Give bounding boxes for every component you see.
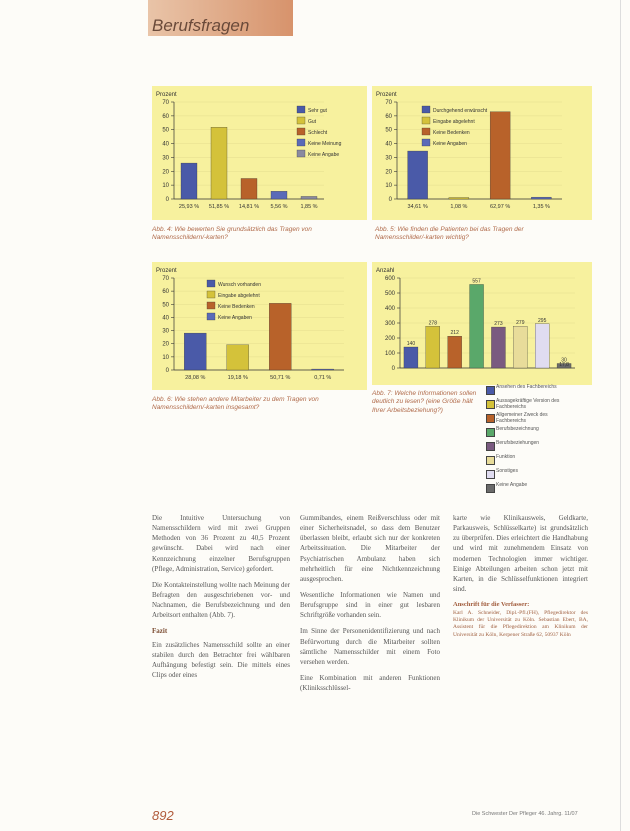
chart-3-bar (227, 345, 249, 370)
page-number: 892 (152, 808, 174, 823)
col2-paragraph-2: Wesentliche Informationen wie Namen und Berufsgruppe sind in einer gut lesbaren Schriftgröße vorhanden sein. (300, 590, 440, 620)
chart-4-ylabel: Anzahl (376, 268, 395, 274)
chart-3-category-label: 0,71 % (314, 375, 332, 381)
chart-1-bar (301, 196, 317, 199)
chart-4-legend-swatch (486, 442, 495, 451)
chart-1-tick-label: 70 (162, 100, 169, 106)
chart-4-tick-label: 400 (384, 306, 395, 312)
chart-1-legend-swatch (297, 128, 305, 135)
chart-1-legend-swatch (297, 106, 305, 113)
chart-3-category-label: 50,71 % (270, 375, 291, 381)
chart-4-legend-swatch (486, 428, 495, 437)
chart-1-ylabel: Prozent (156, 92, 177, 98)
chart-4-data-label: 30 (561, 357, 567, 364)
chart-2-legend-swatch (422, 139, 430, 146)
footer-journal: Die Schwester Der Pfleger 46. Jahrg. 11/07 (472, 811, 578, 817)
page-edge-line (620, 0, 621, 831)
chart-1-legend-swatch (297, 150, 305, 157)
chart-1-legend-label: Sehr gut (308, 108, 327, 114)
chart-1-legend-label: Gut (308, 119, 317, 125)
chart-3-tick-label: 20 (162, 341, 169, 348)
chart-3-tick-label: 70 (162, 276, 169, 282)
chart-2-category-label: 1,08 % (450, 204, 468, 210)
chart-4-legend-swatch (486, 386, 495, 395)
chart-4-caption: Abb. 7: Welche Informationen sollen deutlich zu lesen? (eine Größe hält Ihrer Arbeitsbeziehung?) (372, 390, 477, 414)
col1-paragraph-2: Die Kontakteinstellung wollte nach Meinung der Befragten den ausgeschriebenen vor- und Nachnamen, die Berufsbezeichnung und den Arbeitsort enthalten (Abb. 7). (152, 580, 290, 620)
chart-4-bar (470, 284, 484, 368)
chart-4-legend-swatch (486, 484, 495, 493)
chart-4-legend-swatch (486, 470, 495, 479)
chart-1-bar (241, 178, 257, 199)
chart-3-legend-label: Keine Bedenken (218, 304, 255, 310)
chart-4-legend-item (486, 413, 576, 425)
chart-4-tick-label: 100 (384, 351, 395, 357)
chart-3-tick-label: 60 (162, 289, 169, 296)
chart-3-ylabel: Prozent (156, 268, 177, 274)
chart-4-legend-item (486, 455, 576, 467)
chart-4-tick-label: 300 (384, 321, 395, 327)
chart-2-svg (372, 86, 592, 220)
author-address-text: Karl A. Schneider, Dipl.-Pfl.(FH), Pflegedirektor des Klinikum der Universität zu Köln. Sebastian Ebert, BA, Assistent für die Pflegedirektion am Klinikum der Universität zu Köln, Kerpener Straße 62, 50937 Köln (453, 609, 588, 638)
chart-3-tick-label: 10 (162, 354, 169, 361)
chart-1-tick-label: 30 (162, 155, 169, 162)
chart-4-legend-item (486, 483, 576, 495)
chart-1-category-label: 1,85 % (300, 204, 318, 210)
chart-panel-4 (372, 262, 592, 385)
chart-1-bar (181, 163, 197, 199)
chart-2-legend-swatch (422, 128, 430, 135)
chart-2-tick-label: 40 (385, 141, 392, 148)
chart-2-bar (531, 197, 551, 199)
col2-paragraph-4: Eine Kombination mit anderen Funktionen (Kliniksschlüssel- (300, 673, 440, 693)
chart-3-tick-label: 30 (162, 328, 169, 335)
chart-4-bar (491, 327, 505, 368)
chart-4-legend-item (486, 469, 576, 481)
chart-2-tick-label: 60 (385, 113, 392, 120)
chart-4-data-label: 278 (428, 320, 437, 327)
page-title: Berufsfragen (152, 16, 250, 35)
chart-2-bar (490, 112, 510, 199)
chart-1-tick-label: 60 (162, 113, 169, 120)
chart-4-bar (535, 324, 549, 368)
chart-4-data-label: 140 (406, 341, 416, 347)
chart-2-tick-label: 0 (388, 197, 392, 203)
chart-2-bar (449, 198, 469, 199)
chart-4-data-label: 212 (450, 330, 459, 337)
chart-1-tick-label: 50 (162, 127, 169, 134)
chart-2-ylabel: Prozent (376, 92, 397, 98)
chart-3-legend-swatch (207, 280, 215, 287)
chart-3-legend-swatch (207, 291, 215, 298)
chart-2-bar (408, 151, 428, 199)
chart-1-bar (271, 191, 287, 199)
chart-3-legend-swatch (207, 302, 215, 309)
chart-2-category-label: 1,35 % (532, 204, 550, 210)
chart-2-legend-label: Durchgehend erwünscht (433, 108, 488, 114)
chart-4-data-label: 295 (538, 317, 547, 324)
chart-4-legend-item (486, 399, 576, 411)
chart-3-legend-label: Eingabe abgelehnt (218, 293, 260, 299)
col2-paragraph-3: Im Sinne der Personenidentifizierung und nach Befürwortung durch die Mitarbeiter sollten sämtliche Namensschilder mit einem Foto versehen werden. (300, 627, 440, 666)
chart-3-legend-label: Keine Angaben (218, 315, 252, 321)
chart-1-tick-label: 10 (162, 183, 169, 190)
chart-4-legend-item (486, 385, 576, 397)
chart-1-category-label: 25,93 % (178, 204, 200, 210)
chart-3-category-label: 19,18 % (227, 375, 248, 381)
chart-4-legend-item (486, 427, 576, 439)
chart-4-legend (486, 385, 576, 497)
text-column-2 (300, 513, 440, 699)
chart-1-tick-label: 0 (165, 197, 169, 203)
chart-2-tick-label: 30 (385, 155, 392, 162)
col3-paragraph-1: karte wie Klinikausweis, Geldkarte, Parkausweis, Schlüsselkarte) ist grundsätzlich zu überprüfen. Dies erleichtert die Handhabung und wird mit zunehmendem Einsatz von modernen Technologien immer wichtiger. Einige Abteilungen arbeiten schon jetzt mit Karten, in die Schlüsselfunktionen integriert sind. (453, 514, 588, 593)
chart-1-category-label: 5,56 % (270, 204, 288, 210)
chart-4-legend-label: Berufsbeziehungen (496, 440, 540, 446)
chart-3-svg (152, 262, 367, 390)
chart-4-legend-label: Allgemeiner Zweck des Fachbereichs (496, 412, 548, 424)
chart-4-legend-label: Sonstiges (496, 468, 518, 474)
chart-3-category-label: 28,08 % (185, 375, 206, 381)
chart-4-extra-label: 17,8 (559, 362, 569, 368)
chart-4-legend-label: Funktion (496, 454, 516, 460)
chart-4-legend-label: Berufsbezeichnung (496, 426, 539, 432)
chart-1-legend-swatch (297, 139, 305, 146)
chart-3-caption: Abb. 6: Wie stehen andere Mitarbeiter zu dem Tragen von Namensschildern/-karten insgesamt? (152, 396, 319, 412)
chart-4-legend-swatch (486, 456, 495, 465)
chart-2-tick-label: 70 (385, 100, 392, 106)
chart-2-legend-swatch (422, 106, 430, 113)
chart-3-tick-label: 50 (162, 302, 169, 309)
text-column-1 (152, 513, 290, 686)
chart-1-bar (211, 127, 227, 199)
chart-2-legend-label: Eingabe abgelehnt (433, 119, 475, 125)
chart-4-legend-swatch (486, 414, 495, 423)
chart-2-tick-label: 10 (385, 183, 392, 190)
col2-paragraph-1: Gummibandes, einem Reißverschluss oder mit einer Sicherheitsnadel, so dass dem Benutzer überlassen bleibt, erlaubt sich nur der konkreten Arbeitssituation. Die Mitarbeiter der Psychiatrischen Ambulanz haben sich mehrheitlich für eine Nichtkennzeichnung ausgesprochen. (300, 514, 440, 583)
chart-1-legend-label: Schlecht (308, 130, 328, 136)
chart-1-legend-swatch (297, 117, 305, 124)
chart-4-tick-label: 500 (384, 291, 395, 297)
chart-4-data-label: 273 (494, 321, 503, 328)
chart-panel-1 (152, 86, 367, 220)
chart-2-caption: Abb. 5: Wie finden die Patienten bei das Tragen der Namensschilder/-karten wichtig? (375, 226, 524, 242)
chart-4-tick-label: 0 (391, 366, 395, 372)
chart-4-bar (448, 336, 462, 368)
chart-panel-2 (372, 86, 592, 220)
chart-2-tick-label: 20 (385, 169, 392, 176)
chart-4-legend-label: Aussagekräftige Version des Fachbereichs (496, 398, 560, 410)
chart-1-legend-label: Keine Angabe (308, 152, 340, 158)
chart-4-bar (404, 347, 418, 368)
chart-1-legend-label: Keine Meinung (308, 141, 342, 147)
chart-panel-3 (152, 262, 367, 390)
chart-4-tick-label: 200 (384, 336, 395, 342)
chart-4-legend-label: Ansehen des Fachbereichs (496, 384, 557, 390)
chart-4-legend-label: Keine Angabe (496, 482, 528, 488)
chart-4-bar (513, 326, 527, 368)
chart-4-legend-item (486, 441, 576, 453)
chart-3-bar (312, 369, 334, 370)
chart-3-tick-label: 0 (165, 368, 169, 374)
chart-1-caption: Abb. 4: Wie bewerten Sie grundsätzlich das Tragen von Namensschildern/-karten? (152, 226, 312, 242)
chart-3-bar (269, 303, 291, 370)
chart-2-tick-label: 50 (385, 127, 392, 134)
col1-paragraph-3: Ein zusätzliches Namensschild sollte an einer stabilen durch den Betrachter frei wählbaren Aufhängung befestigt sein. Die mittels eines Clips oder eines (152, 640, 290, 679)
chart-1-category-label: 14,81 % (238, 204, 260, 210)
text-column-3 (453, 513, 588, 639)
chart-2-legend-swatch (422, 117, 430, 124)
col1-heading-fazit: Fazit (152, 627, 168, 636)
chart-2-legend-label: Keine Bedenken (433, 130, 470, 136)
chart-2-category-label: 34,61 % (407, 204, 428, 210)
chart-3-legend-swatch (207, 313, 215, 320)
chart-1-tick-label: 20 (162, 169, 169, 176)
chart-3-legend-label: Wunsch vorhanden (218, 282, 261, 288)
chart-1-svg (152, 86, 367, 220)
chart-1-tick-label: 40 (162, 141, 169, 148)
chart-3-tick-label: 40 (162, 315, 169, 322)
chart-4-legend-swatch (486, 400, 495, 409)
chart-4-tick-label: 600 (384, 276, 395, 282)
chart-2-category-label: 62,97 % (490, 204, 511, 210)
col1-paragraph-1: Die Intuitive Untersuchung von Namensschildern wird mit zwei Gruppen Methoden von 36 Prozent zu 40,5 Prozent gewünscht. Dabei wird nach einer Kennzeichnung einzelner Berufsgruppen (Pflege, Administration, Service) gefordert. (152, 514, 290, 573)
chart-1-category-label: 51,85 % (208, 204, 230, 210)
chart-4-bar (426, 326, 440, 368)
chart-2-legend-label: Keine Angaben (433, 141, 467, 147)
author-address-title: Anschrift für die Verfasser: (453, 601, 530, 609)
chart-3-bar (184, 333, 206, 370)
chart-4-data-label: 279 (516, 320, 525, 327)
chart-4-svg (372, 262, 592, 385)
chart-4-data-label: 557 (472, 278, 481, 285)
